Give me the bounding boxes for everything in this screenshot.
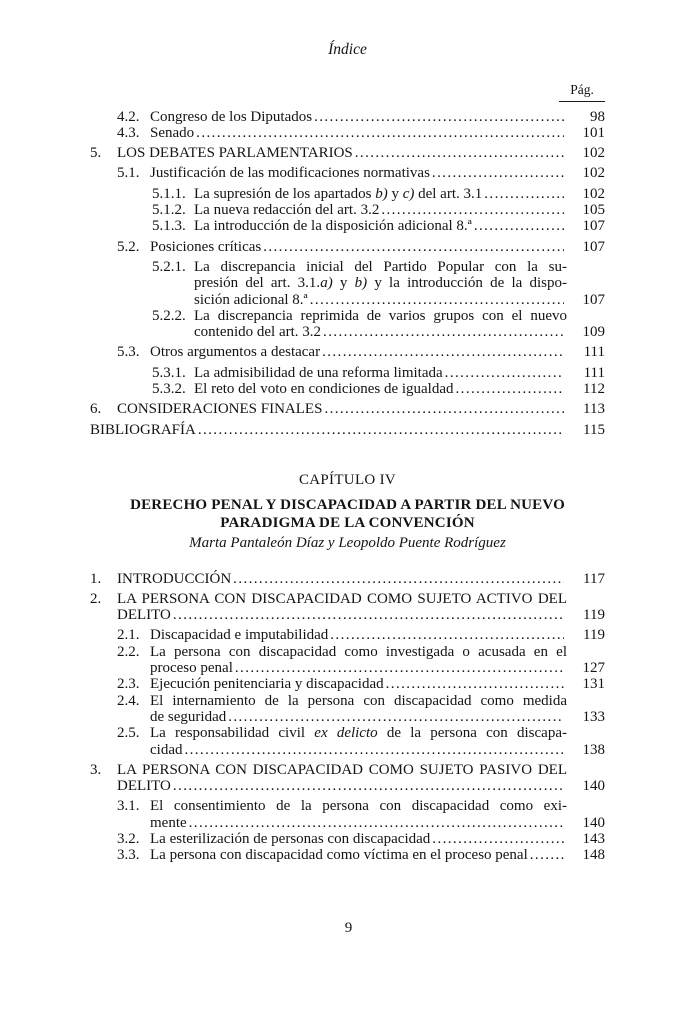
toc-line [150,344,605,360]
page-column-header [90,82,605,101]
toc-line [117,778,605,794]
chapter-number: CAPÍTULO IV [298,471,397,488]
toc-page-ref: 98 [590,108,605,125]
dot-leader [184,742,564,758]
toc-line [150,798,605,814]
toc-entry [117,239,605,255]
toc-entry-title: Ejecución penitenciaria y discapacidad [150,676,384,693]
dot-leader [474,218,564,234]
toc-entry-number: 5.1. [117,165,140,182]
toc-line [150,165,605,181]
toc-entry-body [117,145,605,161]
toc-entry-number: 2. [90,590,102,607]
dot-leader [456,381,564,397]
toc-entry-title: La esterilización de personas con discapacidad [150,830,431,847]
toc-line [150,239,605,255]
toc-entry-title: Justificación de las modificaciones normativas [150,165,430,182]
toc-entry-title: La responsabilidad civil ex delicto de la persona con discapa- [150,725,567,742]
dot-leader [310,292,564,308]
toc-page-ref: 138 [582,741,605,758]
toc-entry-number: 3.3. [117,847,140,864]
toc-line [117,607,605,623]
dot-leader [330,627,564,643]
toc-entry-body [150,831,605,847]
toc-entry-number: 5.1.2. [152,202,186,219]
toc-line [194,275,605,291]
toc-page-ref: 113 [583,401,605,418]
dot-leader [432,831,564,847]
toc-entry [117,831,605,847]
toc-entry [152,218,605,234]
toc-line [150,831,605,847]
dot-leader [432,165,564,181]
toc-line [117,591,605,607]
toc-entry-number: 5.2.2. [152,307,186,324]
toc-entry-number: 5.3. [117,344,140,361]
toc-page-ref: 105 [582,202,605,219]
toc-entry-body [150,676,605,692]
toc-page-ref: 143 [582,830,605,847]
toc-entry-title: La discrepancia inicial del Partido Popular con la su- [194,258,567,275]
toc-entry-title: presión del art. 3.1.a) y b) y la introducción de la dispo- [194,275,567,292]
page-content [90,0,605,864]
toc-page-ref: 140 [582,778,605,795]
toc-entry [90,762,605,795]
dot-leader [263,239,564,255]
toc-line [150,676,605,692]
toc-page-ref: 102 [582,145,605,162]
toc-page-ref: 133 [582,708,605,725]
toc-page-ref: 148 [582,847,605,864]
toc-entry-title: LA PERSONA CON DISCAPACIDAD COMO SUJETO PASIVO DEL [117,761,567,778]
toc-entry-title: El consentimiento de la persona con discapacidad como exi- [150,798,567,815]
toc-entry-body [150,644,605,677]
toc-entry-body [150,239,605,255]
toc-entry-title: Congreso de los Diputados [150,108,313,125]
toc-entry-number: 2.1. [117,627,140,644]
toc-line [117,145,605,161]
toc-entry [90,571,605,587]
toc-entry-number: 6. [90,401,102,418]
toc-entry [152,186,605,202]
toc-line [150,627,605,643]
toc-line [90,422,605,438]
toc-entry [90,145,605,161]
toc-entry [152,308,605,341]
toc-entry [117,676,605,692]
toc-entry-number: 5.1.3. [152,218,186,235]
toc-page-ref: 107 [582,238,605,255]
toc-entry-number: 1. [90,570,102,587]
toc-entry [117,693,605,726]
toc-entry-number: 5.3.1. [152,364,186,381]
toc-entry-number: 3. [90,761,102,778]
toc-entry [152,365,605,381]
toc-entry-number: 3.2. [117,830,140,847]
toc-line [194,381,605,397]
toc-entry [152,202,605,218]
toc-entry-body [194,259,605,308]
toc-entry-title: Otros argumentos a destacar [150,344,321,361]
dot-leader [228,709,564,725]
toc-entry [117,847,605,863]
toc-entry-body [194,365,605,381]
toc-entry-body [194,218,605,234]
toc-entry [117,644,605,677]
dot-leader [173,778,564,794]
toc-page-ref: 107 [582,218,605,235]
toc-entry-body [194,308,605,341]
dot-leader [173,607,564,623]
toc-entry-title: La supresión de los apartados b) y c) del art. 3.1 [194,185,483,202]
toc-entry-body [150,165,605,181]
toc-entry-title: La nueva redacción del art. 3.2 [194,202,380,219]
toc-page-ref: 102 [582,185,605,202]
chapter-authors: Marta Pantaleón Díaz y Leopoldo Puente Rodríguez [189,535,506,552]
toc-line [194,218,605,234]
toc-entry-title: La introducción de la disposición adicional 8.ª [194,218,472,235]
toc-entry-body [194,202,605,218]
toc-entry-title: contenido del art. 3.2 [194,324,322,341]
toc-page-ref: 109 [582,324,605,341]
toc-line [194,202,605,218]
toc-entry-body [150,693,605,726]
dot-leader [530,847,564,863]
toc-line [150,693,605,709]
toc-entry [117,725,605,758]
toc-page-ref: 111 [583,344,605,361]
dot-leader [314,109,564,125]
toc-entry-title: Posiciones críticas [150,238,262,255]
toc-entry-title: La discrepancia reprimida de varios grupos con el nuevo [194,307,567,324]
toc-entry [90,591,605,624]
toc-entry-title: LA PERSONA CON DISCAPACIDAD COMO SUJETO ACTIVO DEL [117,590,567,607]
toc-entry-number: 2.5. [117,725,140,742]
toc-entry [152,381,605,397]
toc-entry-title: DELITO [117,778,171,795]
toc-entry-title: CONSIDERACIONES FINALES [117,401,323,418]
toc-line [150,125,605,141]
toc-entry [117,344,605,360]
toc-entry [152,259,605,308]
dot-leader [445,365,564,381]
toc-entry-body [117,401,605,417]
toc-entry-number: 2.3. [117,676,140,693]
toc-line [150,644,605,660]
toc-entry-title: La admisibilidad de una reforma limitada [194,364,443,381]
dot-leader [235,660,564,676]
toc-line [150,725,605,741]
dot-leader [381,202,564,218]
toc-entry-title: El internamiento de la persona con discapacidad como medida [150,692,567,709]
toc-page-ref: 117 [583,570,605,587]
toc-entry-title: sición adicional 8.ª [194,291,308,308]
toc-entry-title: cidad [150,741,183,758]
dot-leader [484,186,564,202]
toc-line [150,660,605,676]
toc-line [194,324,605,340]
toc-entry-body [150,125,605,141]
toc-line [150,742,605,758]
toc-entry-title: de seguridad [150,708,227,725]
toc-line [194,186,605,202]
toc-page-ref: 115 [583,421,605,438]
toc-entry-body [150,627,605,643]
toc-line [117,571,605,587]
dot-leader [323,324,564,340]
page-column-label: Pág. [559,82,605,101]
toc-entry-body [194,381,605,397]
toc-entry-body [194,186,605,202]
toc-line [117,762,605,778]
toc-page-ref: 102 [582,165,605,182]
toc-entry [117,798,605,831]
toc-entry-title: proceso penal [150,660,233,677]
toc-entry-body [90,422,605,438]
toc-entry-number: 2.2. [117,643,140,660]
toc-entry-body [150,725,605,758]
toc-line [194,308,605,324]
toc-entry [117,125,605,141]
toc-entry-title: La persona con discapacidad como víctima en el proceso penal [150,847,528,864]
toc-entry-title: El reto del voto en condiciones de igualdad [194,381,454,398]
toc-line [194,365,605,381]
toc-entry-number: 2.4. [117,692,140,709]
toc-entry-number: 5.3.2. [152,381,186,398]
toc-page-ref: 101 [582,124,605,141]
toc-entry [90,401,605,417]
toc-entry-title: INTRODUCCIÓN [117,570,232,587]
toc-line [194,259,605,275]
toc-entry-title: LOS DEBATES PARLAMENTARIOS [117,145,353,162]
toc-entry-number: 5.2.1. [152,258,186,275]
toc-entry [90,422,605,438]
toc-entry [117,627,605,643]
toc-entry-body [150,344,605,360]
toc-entry-body [150,109,605,125]
toc-entry-number: 4.2. [117,108,140,125]
toc-entry-title: Discapacidad e imputabilidad [150,627,329,644]
chapter-heading-block [90,472,605,552]
folio-page-number: 9 [344,920,353,936]
toc-line [150,815,605,831]
toc-line [117,401,605,417]
toc-entry-title: DELITO [117,607,171,624]
toc-entry-body [150,798,605,831]
toc-entry [117,165,605,181]
toc-page-ref: 111 [583,364,605,381]
toc-page-ref: 119 [583,607,605,624]
toc-page-ref: 127 [582,660,605,677]
toc-entry-number: 5.1.1. [152,185,186,202]
toc-page-ref: 140 [582,814,605,831]
toc-entry [117,109,605,125]
toc-entry-number: 4.3. [117,124,140,141]
toc-entry-body [117,571,605,587]
toc-line [150,109,605,125]
toc-entry-number: 5.2. [117,238,140,255]
toc-entry-title: La persona con discapacidad como investigada o acusada en el [150,643,567,660]
toc-entry-number: 5. [90,145,102,162]
toc-line [150,709,605,725]
toc-entry-title: Senado [150,124,195,141]
dot-leader [324,401,564,417]
toc-line [194,292,605,308]
dot-leader [196,125,564,141]
toc-entry-title: mente [150,814,187,831]
dot-leader [355,145,564,161]
dot-leader [233,571,564,587]
toc-entry-number: 3.1. [117,798,140,815]
toc-page-ref: 112 [583,381,605,398]
toc-page-ref: 107 [582,291,605,308]
toc-line [150,847,605,863]
toc-entry-body [150,847,605,863]
toc-entry-body [117,762,605,795]
toc-page-ref: 119 [583,627,605,644]
dot-leader [386,676,564,692]
toc-entry-title: BIBLIOGRAFÍA [90,421,196,438]
dot-leader [189,815,564,831]
toc-page-ref: 131 [582,676,605,693]
dot-leader [322,344,564,360]
chapter-title: DERECHO PENAL Y DISCAPACIDAD A PARTIR DEL NUEVO PARADIGMA DE LA CONVENCIÓN [130,497,565,531]
index-title: Índice [328,41,367,58]
table-of-contents [90,109,605,864]
dot-leader [198,422,564,438]
toc-entry-body [117,591,605,624]
